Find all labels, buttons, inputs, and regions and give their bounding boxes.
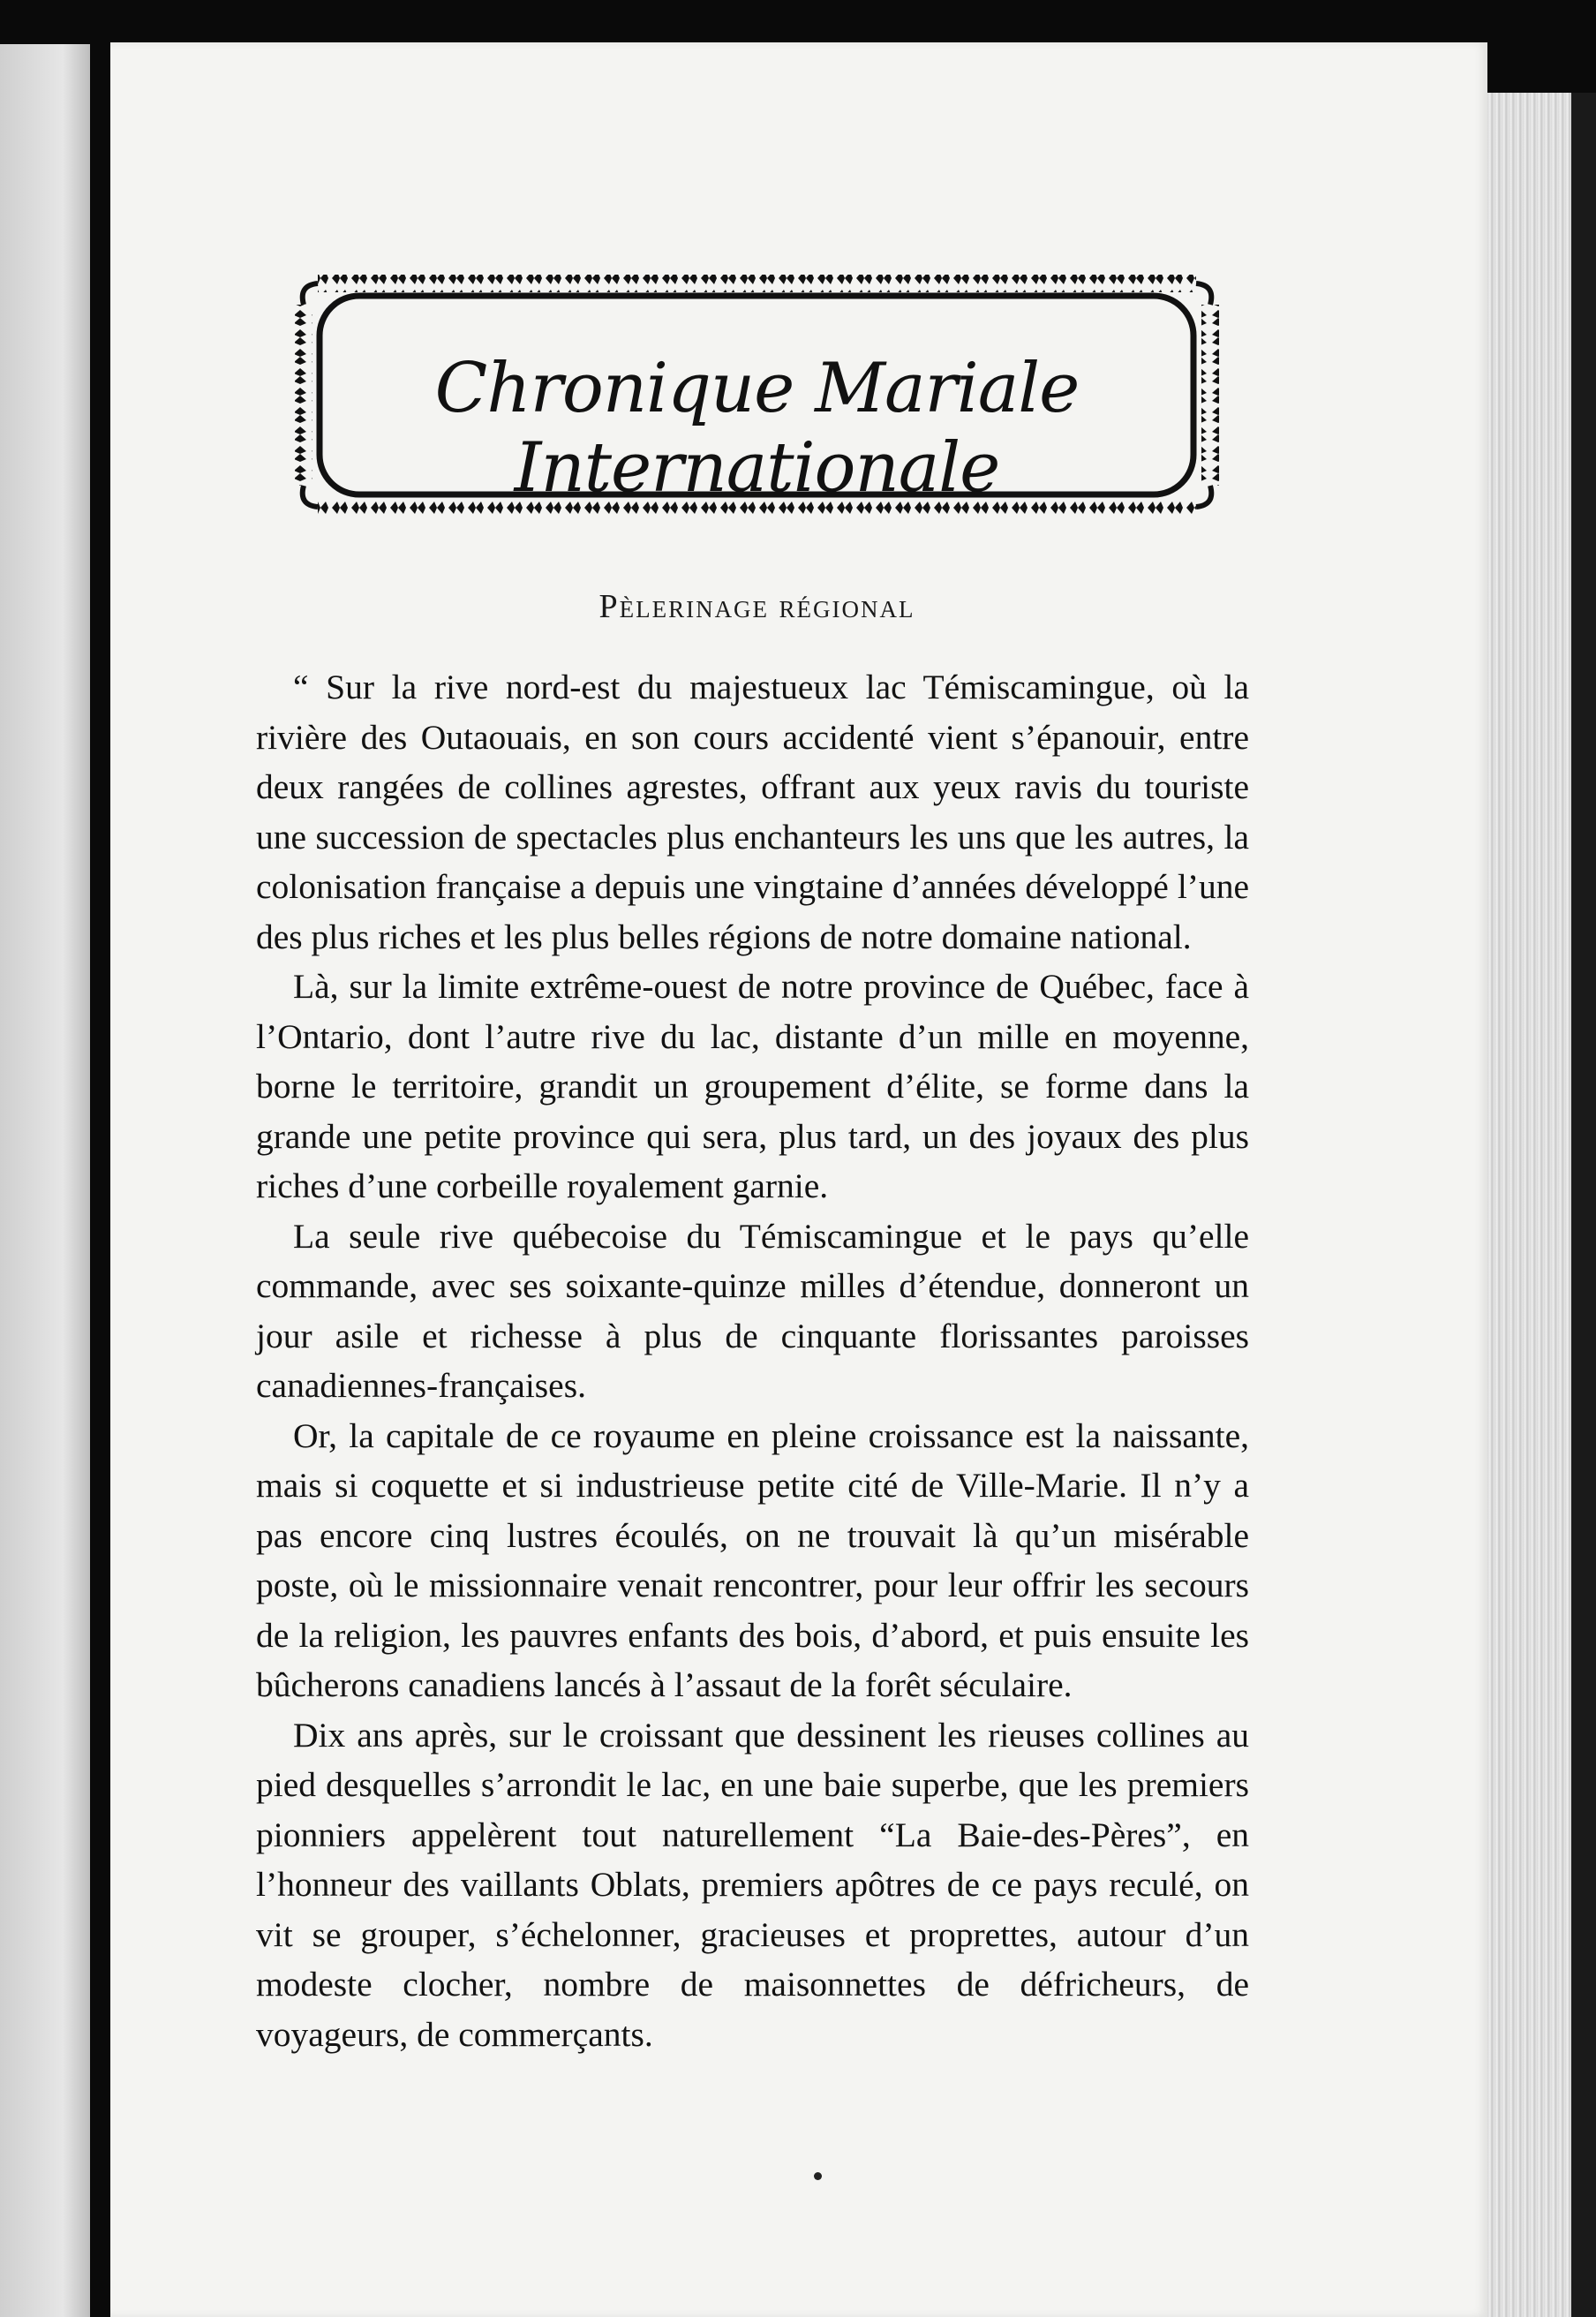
article-body: [256, 662, 1249, 2059]
paragraph: “ Sur la rive nord-est du majestueux lac Témiscamingue, où la rivière des Outaouais, en son cours accidenté vient s’épanouir, entre deux rangées de collines agrestes, offrant aux yeux ravis du touriste une succession de spectacles plus enchanteurs les uns que les autres, la colonisation française a depuis une vingtaine d’années développé l’une des plus riches et les plus belles régions de notre domaine national.: [256, 668, 1249, 956]
paragraph: Or, la capitale de ce royaume en pleine croissance est la naissante, mais si coquette et si industrieuse petite cité de Ville-Marie. Il n’y a pas encore cinq lustres écoulés, on ne trouvait là qu’un misérable poste, où le missionnaire venait rencontrer, pour leur offrir les secours de la religion, les pauvres enfants des bois, d’abord, et puis ensuite les bûcherons canadiens lancés à l’assaut de la forêt séculaire.: [256, 1415, 1249, 1704]
section-heading: Pèlerinage régional: [598, 588, 915, 625]
page-title: Chronique Mariale Internationale: [434, 349, 1080, 508]
paragraph: Dix ans après, sur le croissant que dessinent les rieuses collines au pied desquelles s’arrondit le lac, en une baie superbe, que les premiers pionniers appelèrent tout naturellement “La Baie-des-Pères”, en l’honneur des vaillants Oblats, premiers apôtres de ce pays reculé, on vit se grouper, s’échelonner, gracieuses et proprettes, autour d’un modeste clocher, nombre de maisonnettes de défricheurs, de voyageurs, de commerçants.: [256, 1715, 1249, 2054]
paragraph: La seule rive québecoise du Témiscamingue et le pays qu’elle commande, avec ses soixante-quinze milles d’étendue, donneront un jour asile et richesse à plus de cinquante florissantes paroisses canadiennes-françaises.: [256, 1216, 1249, 1405]
left-page-edge: [0, 44, 90, 2317]
edge-shadow: [1571, 93, 1596, 2317]
paragraph: Là, sur la limite extrême-ouest de notre province de Québec, face à l’Ontario, dont l’autre rive du lac, distante d’un mille en moyenne, borne le territoire, grandit un groupement d’élite, se forme dans la grande une petite province qui sera, plus tard, un des joyaux des plus riches d’une corbeille royalement garnie.: [256, 967, 1249, 1205]
title-frame: [291, 269, 1223, 521]
page-mark-dot: [814, 2172, 822, 2180]
page-stack-edge: [1487, 93, 1571, 2317]
